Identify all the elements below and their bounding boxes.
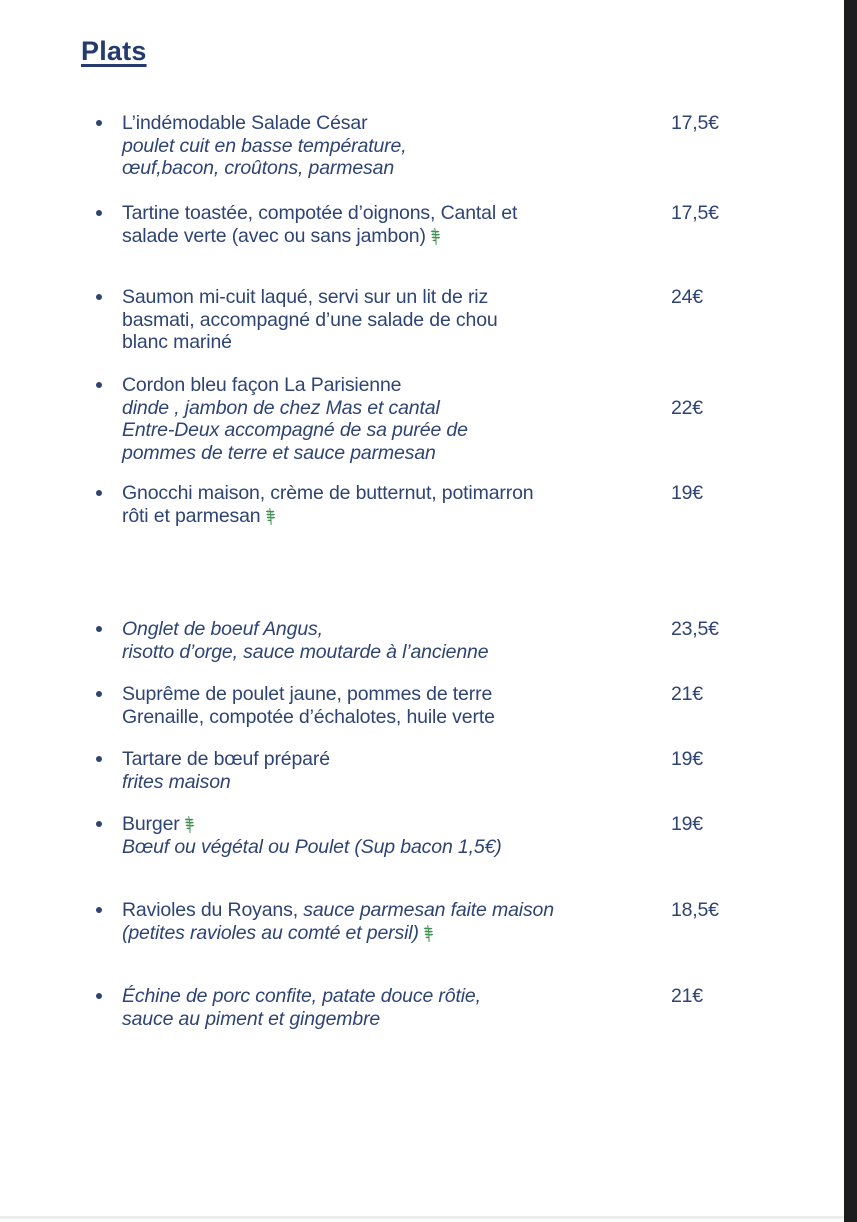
menu-item-name: Gnocchi maison, crème de butternut, potimarron — [122, 482, 534, 504]
menu-item-name: blanc mariné — [122, 331, 232, 354]
bullet-icon — [96, 120, 102, 126]
bullet-icon — [96, 993, 102, 999]
menu-item-text — [122, 202, 680, 247]
menu-item-onglet-boeuf-angus — [96, 618, 796, 663]
menu-item-line — [122, 899, 680, 922]
menu-item-text — [122, 985, 680, 1030]
menu-item-name: Saumon mi-cuit laqué, servi sur un lit de riz — [122, 286, 489, 308]
menu-item-name: Cordon bleu façon La Parisienne — [122, 374, 402, 396]
menu-item-text — [122, 374, 680, 464]
menu-item-name: L’indémodable Salade César — [122, 112, 368, 134]
menu-item-name: Tartine toastée, compotée d’oignons, Cantal et — [122, 202, 518, 224]
menu-item-text — [122, 482, 680, 527]
menu-item-description: Entre-Deux accompagné de sa purée de — [122, 419, 468, 442]
menu-item-ravioles-du-royans — [96, 899, 796, 944]
menu-item-price: 22€ — [671, 397, 703, 419]
menu-item-price: 24€ — [671, 286, 703, 308]
menu-item-name: salade verte (avec ou sans jambon) — [122, 225, 680, 248]
bullet-icon — [96, 210, 102, 216]
right-edge-strip — [844, 0, 857, 1222]
menu-item-echine-de-porc — [96, 985, 796, 1030]
menu-item-name: Tartare de bœuf préparé — [122, 748, 330, 770]
menu-item-description: œuf,bacon, croûtons, parmesan — [122, 157, 395, 180]
menu-item-text — [122, 899, 680, 944]
bullet-icon — [96, 294, 102, 300]
menu-item-price: 18,5€ — [671, 899, 719, 921]
menu-item-price: 21€ — [671, 683, 703, 705]
menu-item-saumon-mi-cuit — [96, 286, 796, 354]
menu-item-cordon-bleu — [96, 374, 796, 464]
menu-item-text — [122, 683, 680, 728]
menu-item-text — [122, 748, 680, 793]
menu-item-salade-cesar — [96, 112, 796, 180]
menu-item-description: (petites ravioles au comté et persil) — [122, 922, 680, 945]
menu-item-text — [122, 618, 680, 663]
menu-item-text — [122, 813, 680, 858]
menu-item-price: 21€ — [671, 985, 703, 1007]
menu-item-name: Ravioles du Royans, — [122, 899, 304, 921]
menu-item-description: dinde , jambon de chez Mas et cantal — [122, 396, 440, 419]
herb-sprig-icon — [428, 228, 443, 245]
menu-item-tartine-toastee — [96, 202, 796, 247]
menu-item-name: rôti et parmesan — [122, 505, 680, 528]
bullet-icon — [96, 821, 102, 827]
menu-item-price: 17,5€ — [671, 112, 719, 134]
menu-item-name: Burger — [122, 813, 680, 836]
menu-item-tartare-de-boeuf — [96, 748, 796, 793]
bullet-icon — [96, 382, 102, 388]
bullet-icon — [96, 756, 102, 762]
menu-item-text — [122, 286, 680, 354]
menu-item-description: pommes de terre et sauce parmesan — [122, 441, 436, 464]
menu-item-description: sauce parmesan faite maison — [303, 899, 554, 921]
menu-item-name: Suprême de poulet jaune, pommes de terre — [122, 683, 493, 705]
menu-item-burger — [96, 813, 796, 858]
menu-item-description: Onglet de boeuf Angus, — [122, 618, 323, 640]
menu-item-text — [122, 112, 680, 180]
menu-item-description: poulet cuit en basse température, — [122, 134, 407, 157]
herb-sprig-icon — [263, 508, 278, 525]
bullet-icon — [96, 490, 102, 496]
bullet-icon — [96, 626, 102, 632]
menu-item-name: basmati, accompagné d’une salade de chou — [122, 308, 498, 331]
menu-item-description: Échine de porc confite, patate douce rôtie, — [122, 985, 481, 1007]
bullet-icon — [96, 691, 102, 697]
page-title: Plats — [81, 36, 147, 66]
menu-item-description: risotto d’orge, sauce moutarde à l’ancienne — [122, 640, 489, 663]
menu-item-name: Grenaille, compotée d’échalotes, huile verte — [122, 705, 495, 728]
menu-item-description: Bœuf ou végétal ou Poulet (Sup bacon 1,5€) — [122, 835, 502, 858]
menu-item-price: 19€ — [671, 482, 703, 504]
menu-item-price: 17,5€ — [671, 202, 719, 224]
menu-item-price: 19€ — [671, 813, 703, 835]
menu-item-gnocchi-maison — [96, 482, 796, 527]
menu-item-description: sauce au piment et gingembre — [122, 1007, 381, 1030]
menu-item-description: frites maison — [122, 770, 231, 793]
menu-item-price: 23,5€ — [671, 618, 719, 640]
herb-sprig-icon — [182, 816, 197, 833]
menu-item-price: 19€ — [671, 748, 703, 770]
menu-item-supreme-poulet-jaune — [96, 683, 796, 728]
herb-sprig-icon — [421, 925, 436, 942]
bullet-icon — [96, 907, 102, 913]
